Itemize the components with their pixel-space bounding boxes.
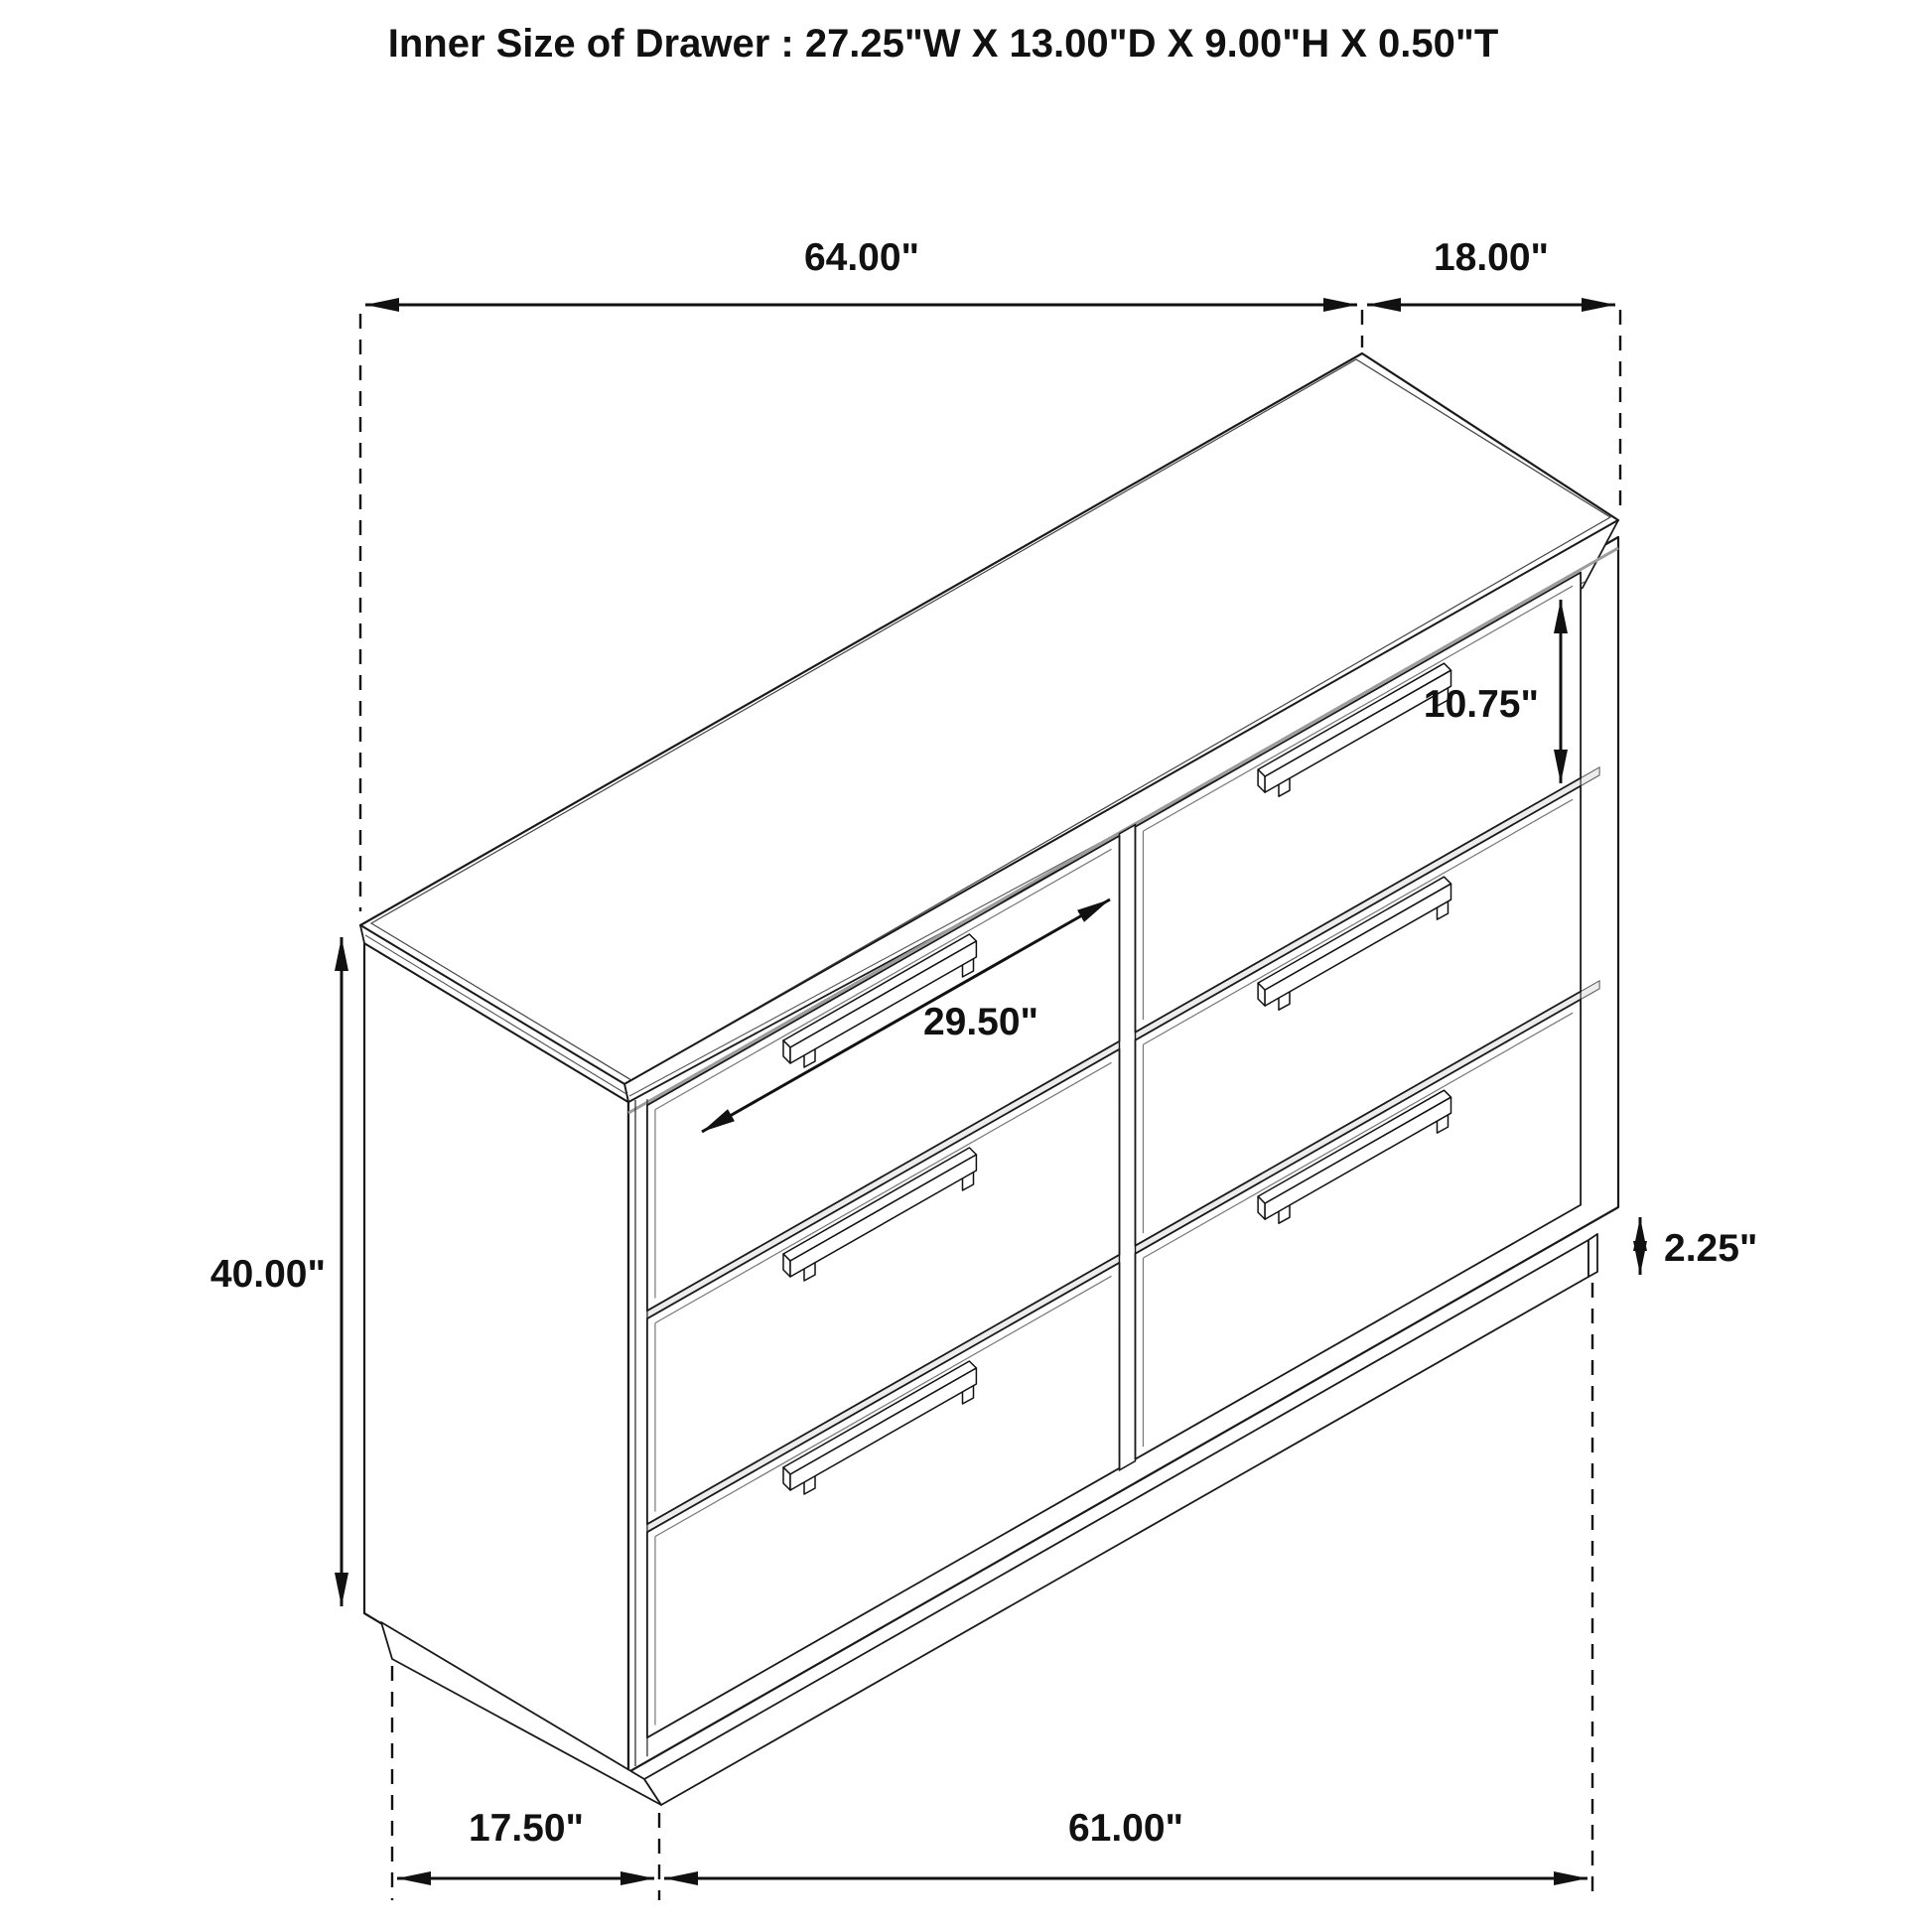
dim-bottom-width-label: 61.00": [1067, 1807, 1184, 1850]
dim-bottom-depth-label: 17.50": [468, 1807, 585, 1850]
diagram-title: Inner Size of Drawer : 27.25"W X 13.00"D X 9.00"H X 0.50"T: [387, 22, 1499, 66]
dim-top-depth-label: 18.00": [1433, 236, 1550, 279]
dim-drawer-width-label: 29.50": [922, 1001, 1039, 1043]
center-divider: [1120, 825, 1136, 1470]
dim-base-height-label: 2.25": [1664, 1227, 1758, 1270]
dim-top-width-label: 64.00": [803, 236, 920, 279]
dim-drawer-height-label: 10.75": [1423, 683, 1539, 726]
plinth-right-cap: [1588, 1234, 1597, 1277]
dim-overall-height-label: 40.00": [209, 1253, 326, 1296]
dresser-line-art: [342, 305, 1640, 1900]
